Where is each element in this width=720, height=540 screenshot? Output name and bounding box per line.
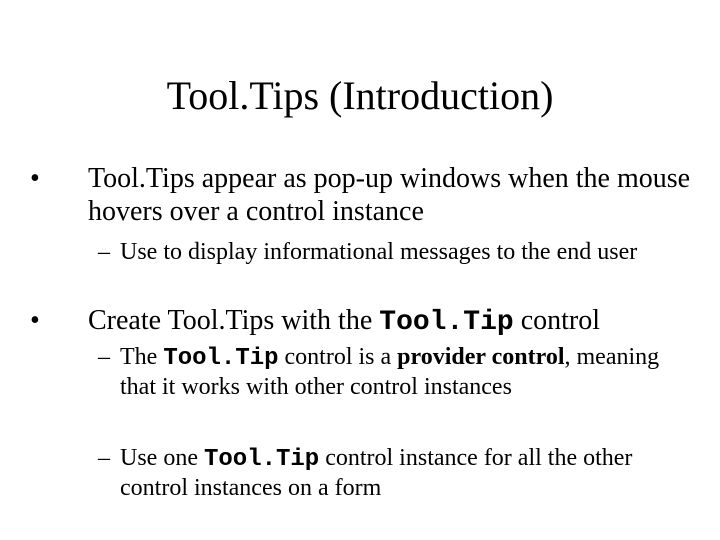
dash-icon: – [98, 344, 110, 370]
sub-text-before: The [120, 344, 164, 370]
sub-item-1 [98, 238, 680, 266]
bullet-icon: • [30, 163, 40, 194]
bullet-text-before: Create Tool.Tips with the [88, 305, 380, 336]
bullet-text: Tool.Tips appear as pop-up windows when the mouse hovers over a control instance [88, 163, 691, 227]
slide-title: Tool.Tips (Introduction) [166, 73, 554, 118]
bullet-item-1 [30, 162, 708, 228]
bullet-text-after: control [513, 305, 600, 336]
sub-item-3 [98, 444, 680, 502]
bullet-item-2 [30, 304, 708, 339]
sub-item-text: Use to display informational messages to the end user [120, 239, 638, 265]
bullet-icon: • [30, 305, 40, 336]
sub-text-before: Use one [120, 445, 204, 471]
code-tooltip: Tool.Tip [379, 307, 514, 338]
sub-text-after: control instance for all the other control instances on a form [120, 445, 633, 501]
dash-icon: – [98, 445, 110, 471]
code-tooltip: Tool.Tip [203, 446, 320, 473]
bold-provider-control: provider control [397, 344, 565, 370]
sub-text-middle: control is a [278, 344, 398, 370]
sub-text-after: , meaning that it works with other control instances [120, 344, 660, 400]
code-tooltip: Tool.Tip [163, 345, 279, 372]
dash-icon: – [98, 239, 110, 265]
sub-item-2 [98, 343, 680, 401]
